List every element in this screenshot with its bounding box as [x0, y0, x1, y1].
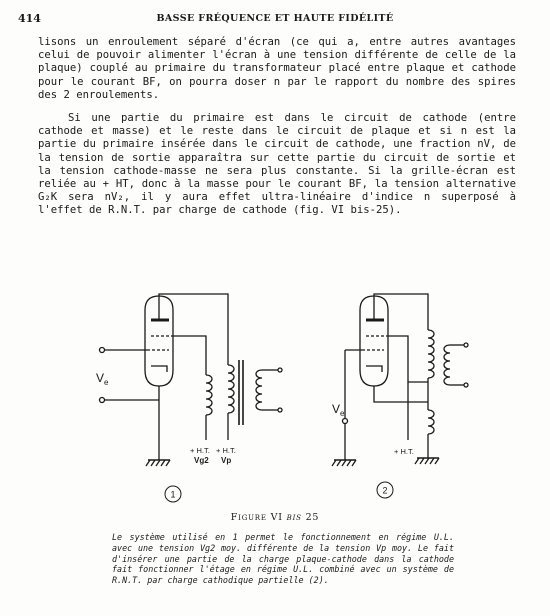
output-terminal-2-bottom [464, 383, 468, 387]
page-header [18, 12, 532, 28]
circuit-number-2: 2 [382, 485, 388, 496]
screen-winding-coil [206, 375, 212, 415]
cathode-coil-2 [428, 410, 434, 434]
circuit-number-1: 1 [170, 489, 176, 500]
secondary-coil-2 [444, 345, 450, 385]
body-text [38, 36, 516, 228]
cathode-2 [366, 366, 382, 372]
circuit-2 [332, 294, 468, 498]
vp-label: Vp [221, 456, 232, 465]
input-voltage-label-1: $V_e$ [96, 371, 109, 387]
secondary-coil [256, 370, 262, 410]
input-terminal-2 [343, 419, 348, 424]
ground-icon-3 [415, 458, 439, 464]
plate-winding-coil [228, 365, 234, 413]
ht-label-plate: + H.T. [216, 446, 236, 455]
page-number: 414 [18, 12, 41, 25]
paragraph-2: Si une partie du primaire est dans le circuit de cathode (entre cathode et masse) et le reste dans le circuit de plaque et si n est la partie du primaire insérée dans le circuit de cathode, une fraction nV, de la tension de sortie apparaîtra sur cette partie du circuit de sortie et la tension cathode-masse ne sera plus constante. Si la grille-écran est reliée au + HT, donc à la masse pour le courant BF, la tension alternative G₂K sera nV₂, il y aura effet ultra-linéaire d'indice n superposé à l'effet de R.N.T. par charge de cathode (fig. VI bis-25). [38, 112, 516, 217]
figure-label: Figure VI bis 25 [230, 512, 320, 523]
ground-icon-1 [146, 460, 170, 466]
output-terminal-2-top [464, 343, 468, 347]
running-title: BASSE FRÉQUENCE ET HAUTE FIDÉLITÉ [156, 13, 394, 24]
input-voltage-label-2: $V_e$ [332, 402, 345, 418]
figure-legend: Le système utilisé en 1 permet le fonctionnement en régime U.L. avec une tension Vg2 moy. différente de la tension Vp moy. Le fait d'insérer une partie de la charge plaque-cathode dans la cathode fait fonctionner l'étage en régime U.L. combiné avec un système de R.N.T. par charge cathodique partielle (2). [112, 532, 454, 586]
ht-label-screen: + H.T. [190, 446, 210, 455]
ht-label-2: + H.T. [394, 447, 414, 456]
input-terminal-top-1 [100, 348, 105, 353]
output-terminal-top [278, 368, 282, 372]
input-terminal-bottom-1 [100, 398, 105, 403]
plate-coil-2 [428, 330, 434, 378]
circuit-figure [40, 290, 510, 505]
circuit-1 [100, 294, 283, 502]
cathode-1 [151, 366, 167, 372]
output-terminal-bottom [278, 408, 282, 412]
paragraph-1: lisons un enroulement séparé d'écran (ce qui a, entre autres avantages celui de pouvoir alimenter l'écran à une tension différente de celle de la plaque) couplé au primaire du transformateur placé entre plaque et cathode pour le courant BF, on pourra doser n par le rapport du nombre des spires des 2 enroulements. [38, 36, 516, 101]
vg2-label: Vg2 [194, 456, 209, 465]
ground-icon-2 [332, 460, 356, 466]
